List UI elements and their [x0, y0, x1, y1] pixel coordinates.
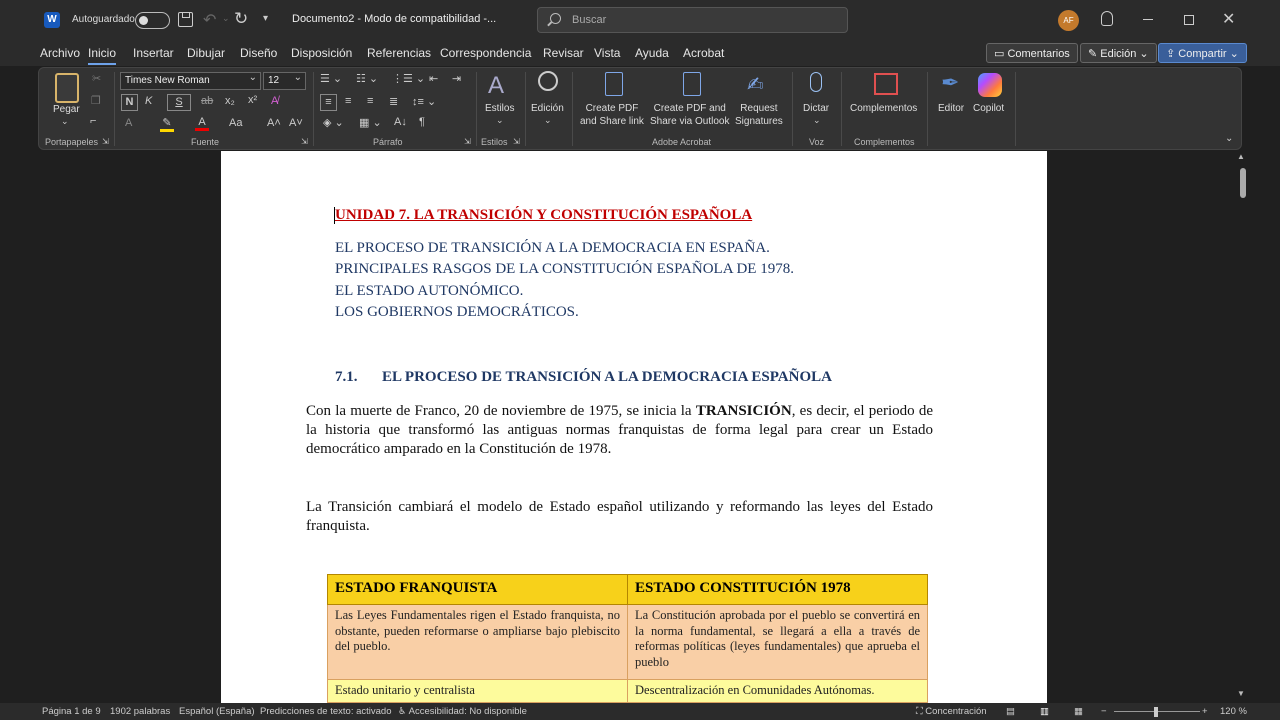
add-ins-button[interactable]: Complementos — [850, 103, 918, 114]
align-left-icon[interactable]: ≡ — [320, 94, 337, 111]
table-header-row — [328, 575, 928, 605]
create-outlook-label-line1: Create PDF and — [653, 103, 726, 114]
table-header-cell: ESTADO CONSTITUCIÓN 1978 — [628, 575, 928, 605]
pdf-outlook-icon[interactable] — [683, 72, 701, 96]
clipboard-group-label: Portapapeles — [45, 137, 99, 147]
print-layout-icon[interactable]: ▥ — [1040, 706, 1049, 717]
styles-group-label: Estilos — [481, 137, 508, 147]
separator — [927, 72, 928, 146]
superscript-button[interactable]: x² — [248, 94, 258, 106]
subscript-button[interactable]: x₂ — [225, 95, 235, 107]
add-ins-icon[interactable] — [874, 73, 898, 95]
bullets-icon[interactable]: ☰ ⌄ — [320, 73, 343, 85]
paragraph-intro — [306, 402, 933, 459]
paragraph-group-label: Párrafo — [373, 137, 403, 147]
editing-mode-button[interactable] — [1080, 43, 1157, 63]
tab-revisar[interactable]: Revisar — [543, 46, 584, 60]
share-label: Compartir — [1178, 48, 1227, 60]
chevron-down-icon: ⌄ — [1226, 48, 1239, 60]
tab-diseno[interactable]: Diseño — [240, 46, 278, 60]
toc-item: PRINCIPALES RASGOS DE LA CONSTITUCIÓN ESPAÑOLA DE 1978. — [335, 261, 794, 277]
editor-icon[interactable]: ✒ — [941, 70, 960, 95]
request-label-line1: Request — [740, 103, 778, 114]
separator — [313, 72, 314, 146]
separator — [476, 72, 477, 146]
word-count[interactable]: 1902 palabras — [110, 706, 171, 717]
separator — [114, 72, 115, 146]
share-button[interactable] — [1158, 43, 1247, 63]
copilot-icon[interactable] — [978, 73, 1002, 97]
page-count[interactable]: Página 1 de 9 — [42, 706, 101, 717]
table-cell: Descentralización en Comunidades Autónomas. — [628, 680, 928, 703]
tab-disposicion[interactable]: Disposición — [291, 46, 353, 60]
table-header-cell: ESTADO FRANQUISTA — [328, 575, 628, 605]
toc-item: LOS GOBIERNOS DEMOCRÁTICOS. — [335, 304, 579, 320]
zoom-out-icon[interactable]: − — [1101, 706, 1107, 717]
separator — [792, 72, 793, 146]
styles-dropdown-icon[interactable]: ⌄ — [496, 115, 504, 125]
text-effects-icon[interactable]: A — [125, 117, 133, 129]
justify-icon[interactable]: ≣ — [389, 96, 399, 108]
zoom-level[interactable]: 120 % — [1220, 706, 1247, 717]
tab-ayuda[interactable]: Ayuda — [635, 46, 669, 60]
table-cell: Estado unitario y centralista — [328, 680, 628, 703]
comments-label: Comentarios — [1007, 48, 1070, 60]
separator — [572, 72, 573, 146]
vertical-scrollbar[interactable] — [1238, 151, 1248, 703]
close-icon[interactable]: ✕ — [1222, 11, 1236, 28]
accessibility-icon: ♿ — [398, 706, 409, 717]
focus-mode-button[interactable] — [916, 706, 987, 717]
unit-title: UNIDAD 7. LA TRANSICIÓN Y CONSTITUCIÓN ESPAÑOLA — [335, 207, 753, 223]
add-ins-group-label: Complementos — [854, 137, 915, 147]
cut-icon[interactable]: ✂ — [92, 73, 102, 85]
language-status[interactable]: Español (España) — [179, 706, 255, 717]
decrease-indent-icon[interactable]: ⇤ — [429, 73, 439, 85]
separator — [841, 72, 842, 146]
clear-formatting-icon[interactable]: A̸ — [271, 95, 279, 107]
create-pdf-outlook-button[interactable] — [650, 102, 730, 128]
separator — [1015, 72, 1016, 146]
copy-icon[interactable]: ❐ — [91, 95, 101, 107]
editing-dropdown-icon[interactable]: ⌄ — [544, 115, 552, 125]
change-case-button[interactable]: Aa — [229, 117, 243, 129]
read-mode-icon[interactable]: ▤ — [1006, 706, 1015, 717]
copilot-button[interactable]: Copilot — [973, 103, 1005, 114]
font-launcher-icon[interactable]: ⇲ — [301, 137, 308, 146]
accessibility-label: Accesibilidad: No disponible — [408, 706, 527, 717]
clipboard-launcher-icon[interactable]: ⇲ — [102, 137, 109, 146]
editor-button[interactable]: Editor — [938, 103, 965, 114]
zoom-in-icon[interactable]: + — [1202, 706, 1208, 717]
table-cell: La Constitución aprobada por el pueblo se convertirá en la norma fundamental, se llegará a ella a través de reformas políticas (leyes fundamentales) que aprueba el pueblo — [628, 605, 928, 680]
paste-button[interactable]: Pegar — [53, 104, 80, 115]
borders-icon[interactable]: ▦ ⌄ — [359, 117, 382, 129]
paragraph-text: Con la muerte de Franco, 20 de noviembre de 1975, se inicia la — [306, 403, 696, 419]
ribbon — [38, 67, 1242, 150]
strikethrough-button[interactable]: ab — [201, 95, 214, 107]
document-title[interactable]: Documento2 - Modo de compatibilidad -... — [292, 13, 497, 25]
comparison-table — [327, 574, 928, 703]
align-right-icon[interactable]: ≡ — [367, 95, 374, 107]
search-input[interactable] — [537, 7, 848, 33]
focus-label: Concentración — [925, 706, 987, 717]
paragraph-bold-term: TRANSICIÓN — [695, 403, 792, 419]
shrink-font-button[interactable]: A˅ — [289, 117, 303, 129]
word-logo-icon: W — [44, 12, 60, 28]
paste-icon[interactable] — [55, 73, 79, 103]
editing-button[interactable]: Edición — [531, 103, 564, 114]
grow-font-button[interactable]: A˄ — [267, 117, 281, 129]
font-color-button[interactable]: A — [195, 116, 209, 131]
tab-dibujar[interactable]: Dibujar — [187, 46, 226, 60]
signature-icon[interactable]: ✍ — [747, 74, 764, 96]
tab-insertar[interactable]: Insertar — [133, 46, 174, 60]
section-heading — [335, 369, 832, 386]
font-family-select[interactable]: Times New Roman ⌄ — [120, 72, 261, 90]
minimize-icon[interactable] — [1143, 19, 1153, 20]
line-spacing-icon[interactable]: ↕≡ ⌄ — [412, 96, 437, 108]
format-painter-icon[interactable]: ⌐ — [90, 115, 97, 127]
toc-item: EL ESTADO AUTONÓMICO. — [335, 283, 524, 299]
document-page[interactable] — [221, 151, 1047, 703]
chevron-down-icon: ⌄ — [1136, 48, 1149, 60]
tab-acrobat[interactable]: Acrobat — [683, 46, 725, 60]
comments-button[interactable] — [986, 43, 1078, 63]
text-predictions-status[interactable]: Predicciones de texto: activado — [260, 706, 392, 717]
create-outlook-label-line2: Share via Outlook — [650, 116, 730, 127]
focus-icon: ⛶ — [916, 706, 926, 717]
section-title: EL PROCESO DE TRANSICIÓN A LA DEMOCRACIA ESPAÑOLA — [382, 369, 832, 385]
editing-mode-label: Edición — [1100, 48, 1137, 60]
shading-icon[interactable]: ◈ ⌄ — [323, 117, 344, 129]
tab-correspondencia[interactable]: Correspondencia — [440, 46, 532, 60]
voice-group-label: Voz — [809, 137, 825, 147]
paste-dropdown-icon[interactable]: ⌄ — [61, 116, 69, 126]
undo-dropdown-icon[interactable]: ⌄ — [222, 13, 230, 23]
tab-referencias[interactable]: Referencias — [367, 46, 432, 60]
pencil-icon: ✎ — [1088, 48, 1101, 60]
separator — [525, 72, 526, 146]
undo-icon[interactable]: ↶ — [203, 12, 217, 29]
avatar[interactable]: AF — [1058, 10, 1079, 31]
show-marks-button[interactable]: ¶ — [419, 116, 425, 128]
find-icon[interactable] — [538, 71, 558, 91]
table-cell: Las Leyes Fundamentales rigen el Estado franquista, no obstante, pueden reformarse o ampliarse bajo plebiscito del pueblo. — [328, 605, 628, 680]
table-row — [328, 605, 928, 680]
status-bar — [0, 703, 1280, 720]
microphone-icon[interactable] — [810, 72, 822, 92]
tab-inicio[interactable]: Inicio — [88, 46, 117, 60]
tab-vista[interactable]: Vista — [594, 46, 621, 60]
save-icon[interactable] — [178, 12, 193, 27]
font-size-select[interactable]: 12 ⌄ — [263, 72, 306, 90]
numbering-icon[interactable]: ☷ ⌄ — [356, 73, 379, 85]
acrobat-group-label: Adobe Acrobat — [652, 137, 712, 147]
bold-button[interactable]: N — [121, 94, 138, 111]
paragraph-transition: La Transición cambiará el modelo de Estado español utilizando y reformando las leyes del Estado franquista. — [306, 499, 933, 534]
comment-icon: ▭ — [994, 48, 1008, 60]
dictate-button[interactable]: Dictar — [803, 103, 830, 114]
share-icon: ⇪ — [1166, 48, 1179, 60]
collapse-ribbon-icon[interactable]: ⌄ — [1225, 133, 1234, 144]
create-pdf-label-line1: Create PDF — [585, 103, 639, 114]
table-row — [328, 680, 928, 703]
dictate-dropdown-icon[interactable]: ⌄ — [813, 115, 821, 125]
scrollbar-thumb[interactable] — [1240, 168, 1246, 198]
highlight-icon[interactable]: ✎ — [160, 116, 174, 132]
align-center-icon[interactable]: ≡ — [345, 95, 352, 107]
create-pdf-share-link-button[interactable] — [580, 102, 644, 128]
styles-button[interactable]: Estilos — [485, 103, 515, 114]
paragraph-text: , es decir, el periodo de la historia que transformó las antiguas normas franquistas de forma legal para crear un Estado democrático amparado en la Constitución de 1978. — [306, 403, 933, 457]
create-pdf-icon[interactable] — [605, 72, 623, 96]
lightbulb-icon[interactable] — [1101, 11, 1113, 26]
customize-toolbar-icon[interactable]: ▾ — [263, 13, 269, 24]
redo-icon[interactable]: ↻ — [234, 9, 249, 28]
tab-archivo[interactable]: Archivo — [40, 46, 81, 60]
accessibility-status[interactable] — [398, 706, 527, 717]
italic-button[interactable]: K — [145, 95, 153, 107]
autosave-toggle[interactable] — [135, 12, 170, 29]
scroll-down-icon[interactable]: ▼ — [1237, 689, 1245, 698]
request-signatures-button[interactable] — [735, 102, 783, 128]
request-label-line2: Signatures — [735, 116, 783, 127]
autosave-label: Autoguardado — [72, 14, 135, 25]
section-number: 7.1. — [335, 369, 358, 385]
multilevel-list-icon[interactable]: ⋮☰ ⌄ — [392, 73, 426, 85]
toc-item: EL PROCESO DE TRANSICIÓN A LA DEMOCRACIA EN ESPAÑA. — [335, 240, 770, 256]
search-icon — [550, 13, 561, 24]
scroll-up-icon[interactable]: ▲ — [1237, 152, 1245, 161]
web-layout-icon[interactable]: ▦ — [1074, 706, 1083, 717]
create-pdf-label-line2: and Share link — [580, 116, 644, 127]
search-placeholder: Buscar — [572, 14, 607, 26]
restore-icon[interactable] — [1184, 15, 1194, 25]
increase-indent-icon[interactable]: ⇥ — [452, 73, 462, 85]
sort-icon[interactable]: A↓ — [394, 116, 407, 128]
underline-button[interactable]: S — [167, 94, 191, 111]
paragraph-launcher-icon[interactable]: ⇲ — [464, 137, 471, 146]
zoom-slider-thumb[interactable] — [1154, 707, 1158, 717]
ribbon-tabs — [0, 40, 1280, 66]
styles-icon[interactable]: A — [488, 72, 505, 99]
styles-launcher-icon[interactable]: ⇲ — [513, 137, 520, 146]
font-group-label: Fuente — [191, 137, 220, 147]
title-bar — [0, 0, 1280, 40]
